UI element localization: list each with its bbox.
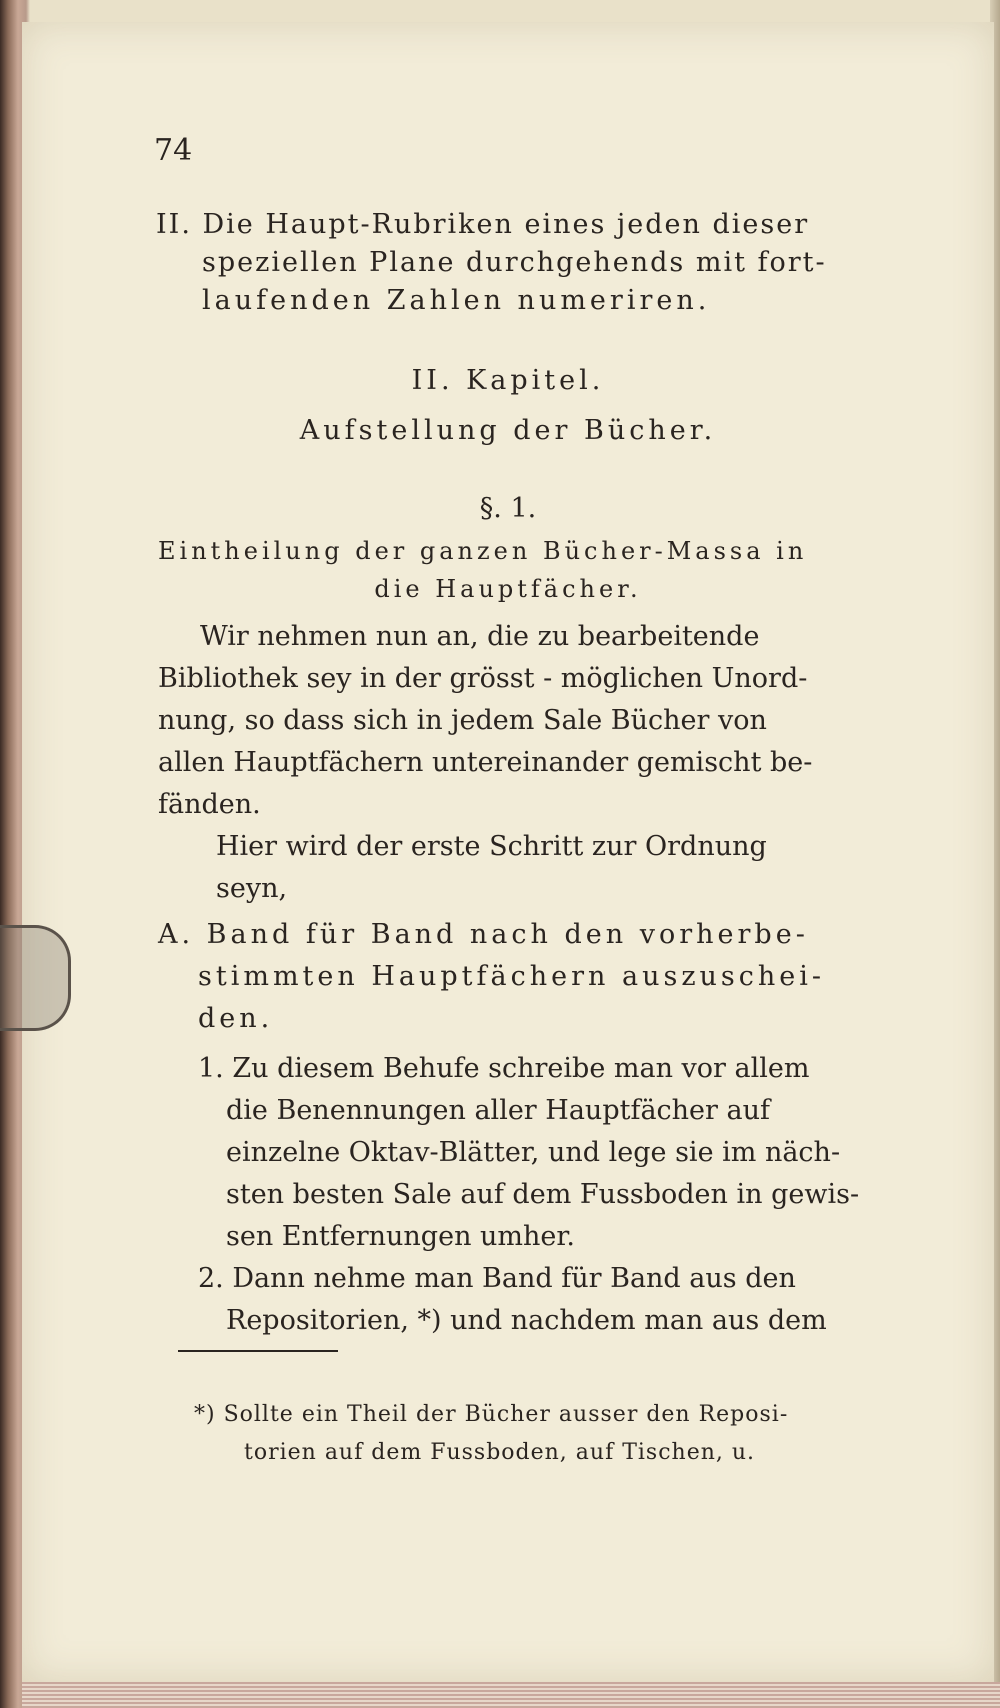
page-bottom-edge [22, 1682, 1000, 1708]
text-line: Wir nehmen nun an, die zu bearbeitende [200, 621, 760, 652]
text-line: sten besten Sale auf dem Fussboden in gewis- [226, 1179, 860, 1210]
text-line: stimmten Hauptfächern auszuschei- [198, 961, 826, 992]
text-line: allen Hauptfächern untereinander gemischt be- [158, 747, 813, 778]
text-line: A. Band für Band nach den vorherbe- [158, 919, 809, 950]
chapter-title: II. Kapitel. [411, 365, 605, 396]
footnote-line: *) Sollte ein Theil der Bücher ausser den Reposi- [194, 1402, 789, 1427]
page-content [22, 22, 994, 1682]
text-line: den. [198, 1003, 274, 1034]
text-line: seyn, [216, 873, 288, 904]
text-line: laufenden Zahlen numeriren. [202, 285, 711, 316]
text-line: 2. Dann nehme man Band für Band aus den [198, 1263, 796, 1294]
text-line: sen Entfernungen umher. [226, 1221, 575, 1252]
section-heading: Eintheilung der ganzen Bücher-Massa in [158, 537, 808, 565]
text-line: fänden. [158, 789, 261, 820]
page-number: 74 [154, 133, 193, 168]
book-page [22, 22, 994, 1682]
text-line: speziellen Plane durchgehends mit fort- [202, 247, 827, 278]
section-heading: die Hauptfächer. [374, 575, 642, 603]
text-line: Bibliothek sey in der grösst - möglichen Unord- [158, 663, 808, 694]
footnote-line: torien auf dem Fussboden, auf Tischen, u. [244, 1440, 756, 1465]
text-line: Hier wird der erste Schritt zur Ordnung [216, 831, 767, 862]
page-clip [0, 925, 71, 1031]
section-mark: §. 1. [479, 493, 537, 524]
text-line: einzelne Oktav-Blätter, und lege sie im näch- [226, 1137, 841, 1168]
text-line: die Benennungen aller Hauptfächer auf [226, 1095, 771, 1126]
text-line: 1. Zu diesem Behufe schreibe man vor allem [198, 1053, 810, 1084]
text-line: Repositorien, *) und nachdem man aus dem [226, 1305, 827, 1336]
text-line: II. Die Haupt-Rubriken eines jeden dieser [156, 209, 810, 240]
footnote-rule [178, 1350, 338, 1352]
text-line: nung, so dass sich in jedem Sale Bücher von [158, 705, 767, 736]
chapter-subtitle: Aufstellung der Bücher. [299, 415, 717, 446]
